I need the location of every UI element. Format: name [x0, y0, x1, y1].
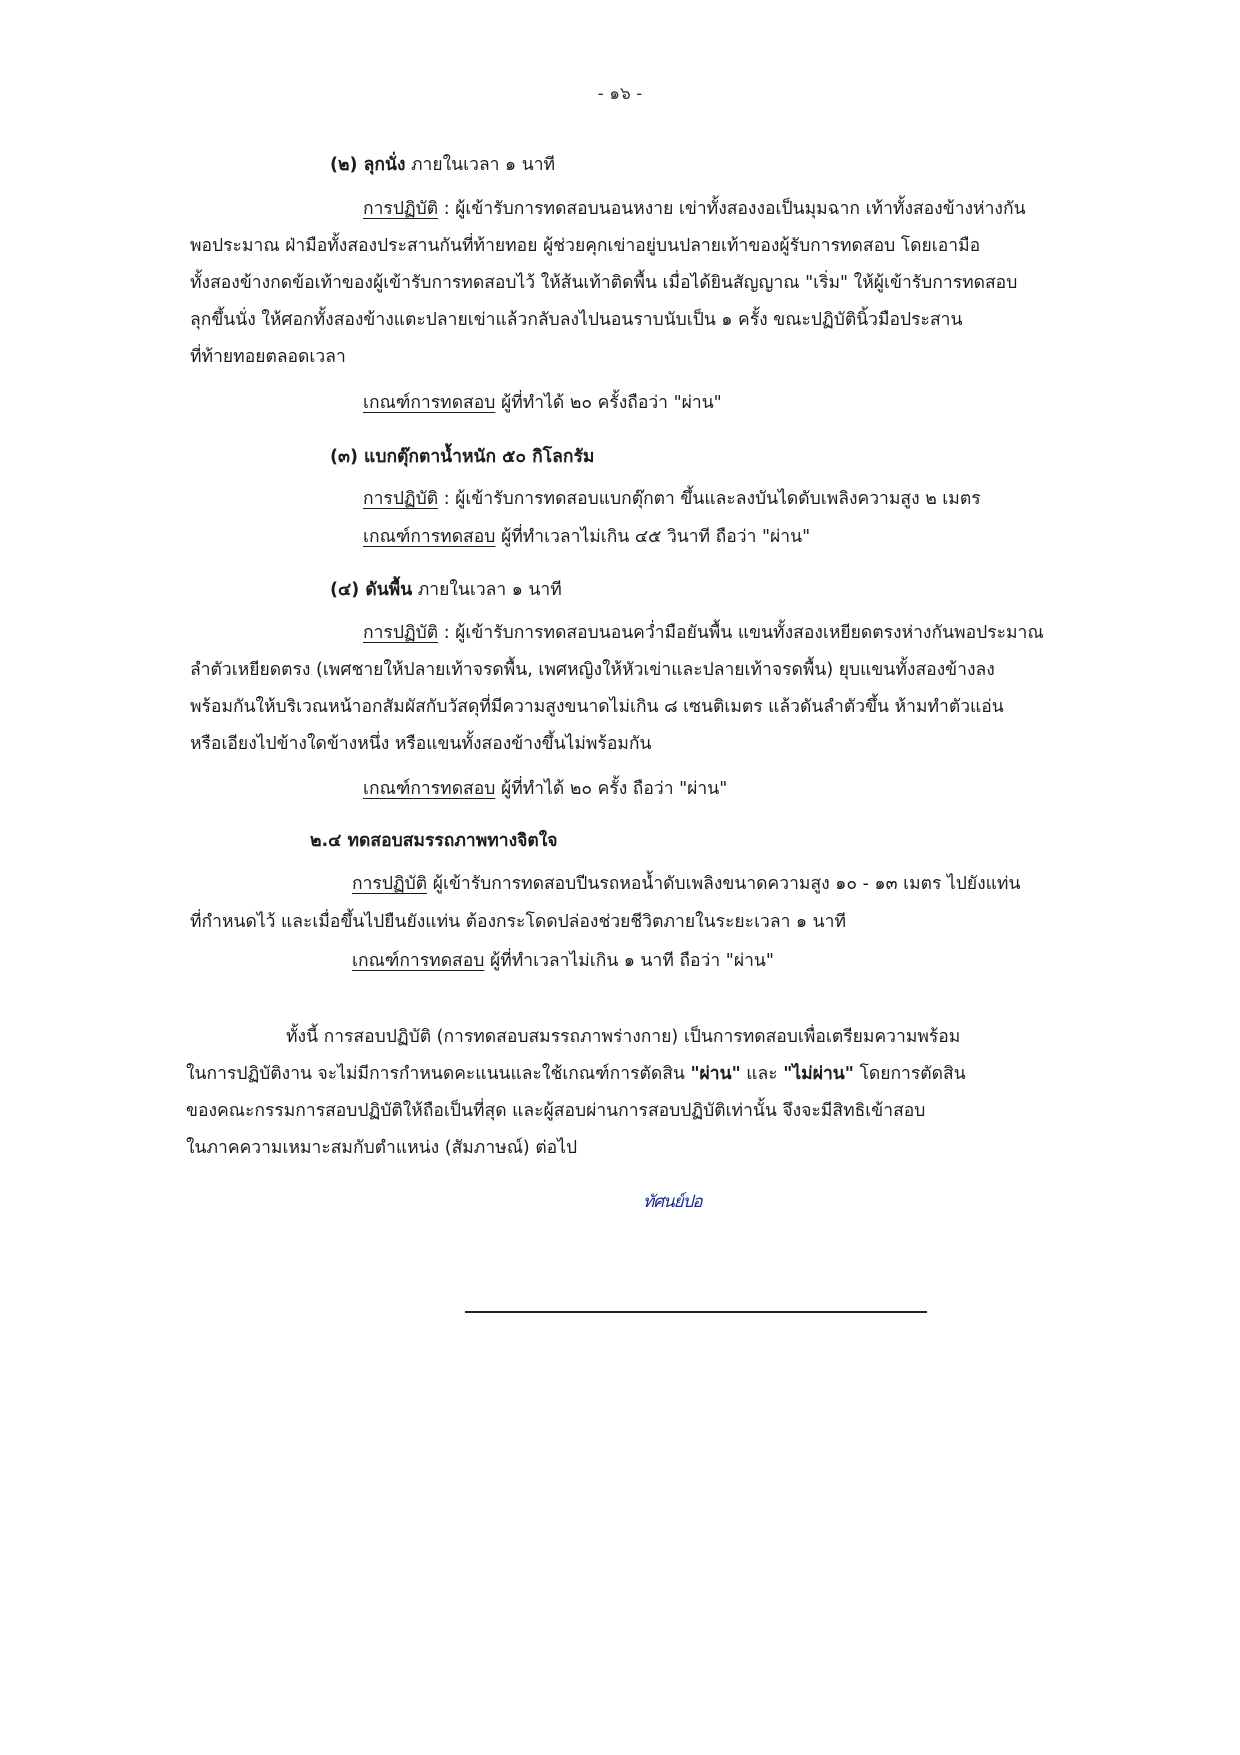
mental-test-criteria-text: ผู้ที่ทำเวลาไม่เกิน ๑ นาที ถือว่า "ผ่าน": [484, 951, 774, 971]
mental-test-criteria-label: เกณฑ์การทดสอบ: [352, 951, 485, 971]
conclusion-line-2-pre: ในการปฏิบัติงาน จะไม่มีการกำหนดคะแนนและใช้เกณฑ์การตัดสิน: [186, 1064, 691, 1084]
conclusion-line-3: ของคณะกรรมการสอบปฏิบัติให้ถือเป็นที่สุด และผู้สอบผ่านการสอบปฏิบัติเท่านั้น จึงจะมีสิทธิเข้าสอบ: [186, 1101, 926, 1121]
dummy-carry-practice-label: การปฏิบัติ: [363, 489, 439, 509]
mental-test-title: ๒.๔ ทดสอบสมรรถภาพทางจิตใจ: [310, 831, 558, 851]
signature-text: ทัศนย์ปอ: [643, 1192, 702, 1212]
push-up-practice-label: การปฏิบัติ: [363, 623, 439, 643]
sit-up-title-suffix: ภายในเวลา ๑ นาที: [405, 155, 556, 175]
sit-up-practice-line-3: ทั้งสองข้างกดข้อเท้าของผู้เข้ารับการทดสอบไว้ ให้ส้นเท้าติดพื้น เมื่อได้ยินสัญญาณ "เริ่ม" ให้ผู้เข้ารับการทดสอบ: [190, 273, 1018, 293]
mental-test-practice-label: การปฏิบัติ: [352, 874, 428, 894]
handwritten-signature: [643, 1188, 753, 1218]
pass-word: "ผ่าน": [690, 1064, 741, 1084]
mental-test-practice-text-1: ผู้เข้ารับการทดสอบปีนรถหอน้ำดับเพลิงขนาดความสูง ๑๐ - ๑๓ เมตร ไปยังแท่น: [427, 874, 1021, 894]
push-up-title: (๔) ดันพื้น: [330, 580, 413, 600]
dummy-carry-practice-text: : ผู้เข้ารับการทดสอบแบกตุ๊กตา ขึ้นและลงบันไดดับเพลิงความสูง ๒ เมตร: [438, 489, 981, 509]
push-up-practice-line-4: หรือเอียงไปข้างใดข้างหนึ่ง หรือแขนทั้งสองข้างขึ้นไม่พร้อมกัน: [190, 734, 652, 754]
page-number: - ๑๖ -: [597, 84, 643, 104]
sit-up-title: (๒) ลุกนั่ง: [330, 155, 406, 175]
conclusion-line-4: ในภาคความเหมาะสมกับตำแหน่ง (สัมภาษณ์) ต่อไป: [186, 1138, 578, 1158]
conclusion-line-1: ทั้งนี้ การสอบปฏิบัติ (การทดสอบสมรรถภาพร่างกาย) เป็นการทดสอบเพื่อเตรียมความพร้อม: [286, 1027, 961, 1047]
push-up-criteria-label: เกณฑ์การทดสอบ: [363, 779, 496, 799]
conclusion-line-2-post: โดยการตัดสิน: [853, 1064, 966, 1084]
end-divider-line: [465, 1311, 927, 1313]
sit-up-practice-line-5: ที่ท้ายทอยตลอดเวลา: [190, 347, 346, 367]
dummy-carry-title: (๓) แบกตุ๊กตาน้ำหนัก ๕๐ กิโลกรัม: [330, 447, 595, 467]
sit-up-criteria-label: เกณฑ์การทดสอบ: [363, 393, 496, 413]
conclusion-line-2-mid: และ: [740, 1064, 784, 1084]
sit-up-practice-line-2: พอประมาณ ฝ่ามือทั้งสองประสานกันที่ท้ายทอย ผู้ช่วยคุกเข่าอยู่บนปลายเท้าของผู้รับการทดสอบ โดยเอามือ: [190, 236, 981, 256]
fail-word: "ไม่ผ่าน": [783, 1064, 854, 1084]
sit-up-practice-text-1: : ผู้เข้ารับการทดสอบนอนหงาย เข่าทั้งสองงอเป็นมุมฉาก เท้าทั้งสองข้างห่างกัน: [438, 199, 1026, 219]
conclusion-line-2: [186, 1061, 966, 1087]
sit-up-practice-label: การปฏิบัติ: [363, 199, 439, 219]
sit-up-practice-line-4: ลุกขึ้นนั่ง ให้ศอกทั้งสองข้างแตะปลายเข่าแล้วกลับลงไปนอนราบนับเป็น ๑ ครั้ง ขณะปฏิบัตินิ้วมือประสาน: [190, 310, 963, 330]
push-up-title-suffix: ภายในเวลา ๑ นาที: [412, 580, 562, 600]
mental-test-practice-line-2: ที่กำหนดไว้ และเมื่อขึ้นไปยืนยังแท่น ต้องกระโดดปล่องช่วยชีวิตภายในระยะเวลา ๑ นาที: [190, 912, 846, 932]
push-up-criteria-text: ผู้ที่ทำได้ ๒๐ ครั้ง ถือว่า "ผ่าน": [495, 779, 728, 799]
dummy-carry-criteria-label: เกณฑ์การทดสอบ: [363, 527, 496, 547]
push-up-practice-line-2: ลำตัวเหยียดตรง (เพศชายให้ปลายเท้าจรดพื้น, เพศหญิงให้หัวเข่าและปลายเท้าจรดพื้น) ยุบแขนทั้งสองข้างลง: [190, 660, 995, 680]
sit-up-criteria-text: ผู้ที่ทำได้ ๒๐ ครั้งถือว่า "ผ่าน": [495, 393, 722, 413]
push-up-practice-line-3: พร้อมกันให้บริเวณหน้าอกสัมผัสกับวัสดุที่มีความสูงขนาดไม่เกิน ๘ เซนติเมตร แล้วดันลำตัวขึ้น ห้ามทำตัวแอ่น: [190, 697, 1004, 717]
push-up-practice-text-1: : ผู้เข้ารับการทดสอบนอนคว่ำมือยันพื้น แขนทั้งสองเหยียดตรงห่างกันพอประมาณ: [438, 623, 1044, 643]
dummy-carry-criteria-text: ผู้ที่ทำเวลาไม่เกิน ๔๕ วินาที ถือว่า "ผ่าน": [495, 527, 811, 547]
